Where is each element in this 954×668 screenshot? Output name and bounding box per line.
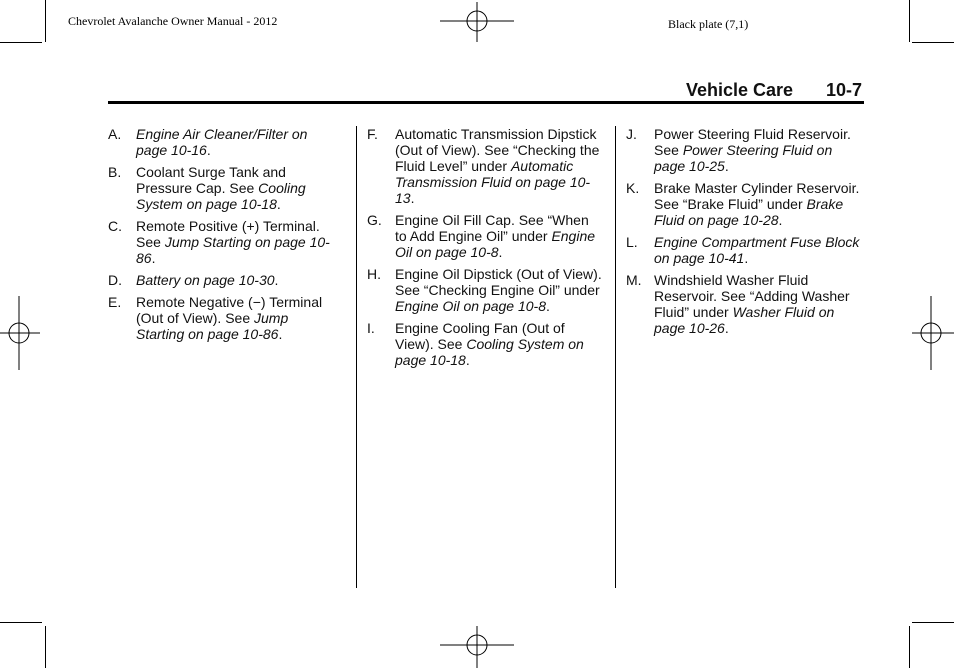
item-period: . (498, 244, 503, 260)
registration-mark-left (0, 296, 40, 370)
page-number: 10-7 (826, 80, 863, 100)
item-letter: J. (626, 126, 637, 142)
item-description (654, 126, 862, 174)
item-letter: H. (367, 266, 381, 282)
item-text: Windshield Washer Fluid Reservoir. See “Adding Washer Fluid” under (654, 272, 850, 320)
item-text: Engine Oil Dipstick (Out of View). See “Checking Engine Oil” under (395, 266, 602, 298)
item-reference-link[interactable]: Automatic Transmission Fluid on page 10-13 (395, 158, 591, 206)
item-reference-link[interactable]: Power Steering Fluid on page 10-25 (654, 142, 833, 174)
legend-item (367, 266, 602, 314)
crop-mark (45, 0, 46, 42)
item-text: Remote Positive (+) Terminal. See (136, 218, 320, 250)
item-reference-link[interactable]: Engine Compartment Fuse Block on page 10-41 (654, 234, 860, 266)
item-reference-link[interactable]: Engine Oil on page 10-8 (395, 298, 546, 314)
item-description (136, 272, 336, 288)
legend-item (367, 126, 602, 206)
item-period: . (151, 250, 156, 266)
registration-mark-top (440, 2, 514, 42)
legend-item (626, 180, 862, 228)
legend-column-3 (626, 126, 862, 342)
item-period: . (546, 298, 550, 314)
item-letter: C. (108, 218, 122, 234)
crop-mark (909, 0, 910, 42)
item-text: Remote Negative (−) Terminal (Out of View). See (136, 294, 323, 326)
column-divider (615, 126, 616, 588)
item-reference-link[interactable]: Cooling System on page 10-18 (395, 336, 584, 368)
item-letter: E. (108, 294, 122, 310)
item-period: . (465, 352, 470, 368)
item-letter: F. (367, 126, 378, 142)
item-reference-link[interactable]: Battery on page 10-30 (136, 272, 275, 288)
item-description (654, 180, 862, 228)
item-description (654, 272, 862, 336)
item-reference-link[interactable]: Engine Air Cleaner/Filter on page 10-16 (136, 126, 308, 158)
item-period: . (724, 158, 729, 174)
item-letter: A. (108, 126, 122, 142)
legend-column-1 (108, 126, 336, 348)
item-period: . (274, 272, 279, 288)
item-description (136, 218, 336, 266)
item-period: . (778, 212, 783, 228)
item-letter: D. (108, 272, 122, 288)
legend-item (626, 126, 862, 174)
item-letter: B. (108, 164, 122, 180)
legend-item (367, 320, 602, 368)
item-text: Automatic Transmission Dipstick (Out of View). See “Checking the Fluid Level” under (395, 126, 600, 174)
crop-mark (912, 622, 954, 623)
header-rule (108, 101, 864, 104)
registration-mark-right (912, 296, 954, 370)
item-description (395, 212, 602, 260)
legend-item (367, 212, 602, 260)
legend-item (626, 272, 862, 336)
item-reference-link[interactable]: Jump Starting on page 10-86 (136, 234, 330, 266)
item-letter: M. (626, 272, 642, 288)
item-description (395, 320, 602, 368)
item-text: Coolant Surge Tank and Pressure Cap. See (136, 164, 286, 196)
legend-item (108, 272, 336, 288)
crop-mark (909, 626, 910, 668)
legend-item (108, 164, 336, 212)
item-letter: G. (367, 212, 382, 228)
item-description (395, 126, 602, 206)
item-text: Brake Master Cylinder Reservoir. See “Brake Fluid” under (654, 180, 860, 212)
item-period: . (206, 142, 211, 158)
crop-mark (0, 42, 42, 43)
item-description (395, 266, 602, 314)
item-reference-link[interactable]: Cooling System on page 10-18 (136, 180, 306, 212)
legend-item (108, 294, 336, 342)
item-text: Engine Oil Fill Cap. See “When to Add Engine Oil” under (395, 212, 589, 244)
item-reference-link[interactable]: Engine Oil on page 10-8 (395, 228, 596, 260)
plate-label: Black plate (7,1) (668, 17, 749, 31)
item-description (136, 294, 336, 342)
legend-column-2 (367, 126, 602, 374)
item-period: . (744, 250, 749, 266)
crop-mark (45, 626, 46, 668)
item-letter: K. (626, 180, 640, 196)
crop-mark (912, 42, 954, 43)
legend-item (108, 126, 336, 158)
item-text: Engine Cooling Fan (Out of View). See (395, 320, 565, 352)
legend-item (108, 218, 336, 266)
crop-mark (0, 622, 42, 623)
item-reference-link[interactable]: Jump Starting on page 10-86 (136, 310, 289, 342)
item-letter: L. (626, 234, 638, 250)
item-letter: I. (367, 320, 375, 336)
legend-item (626, 234, 862, 266)
item-period: . (724, 320, 729, 336)
item-description (654, 234, 862, 266)
registration-mark-bottom (440, 626, 514, 668)
item-reference-link[interactable]: Washer Fluid on page 10-26 (654, 304, 835, 336)
column-divider (356, 126, 357, 588)
item-description (136, 126, 336, 158)
item-period: . (276, 196, 281, 212)
doc-title: Chevrolet Avalanche Owner Manual - 2012 (68, 14, 278, 28)
section-title: Vehicle Care (686, 80, 794, 100)
item-text: Power Steering Fluid Reservoir. See (654, 126, 851, 158)
item-reference-link[interactable]: Brake Fluid on page 10-28 (654, 196, 844, 228)
item-description (136, 164, 336, 212)
item-period: . (410, 190, 415, 206)
item-period: . (278, 326, 283, 342)
